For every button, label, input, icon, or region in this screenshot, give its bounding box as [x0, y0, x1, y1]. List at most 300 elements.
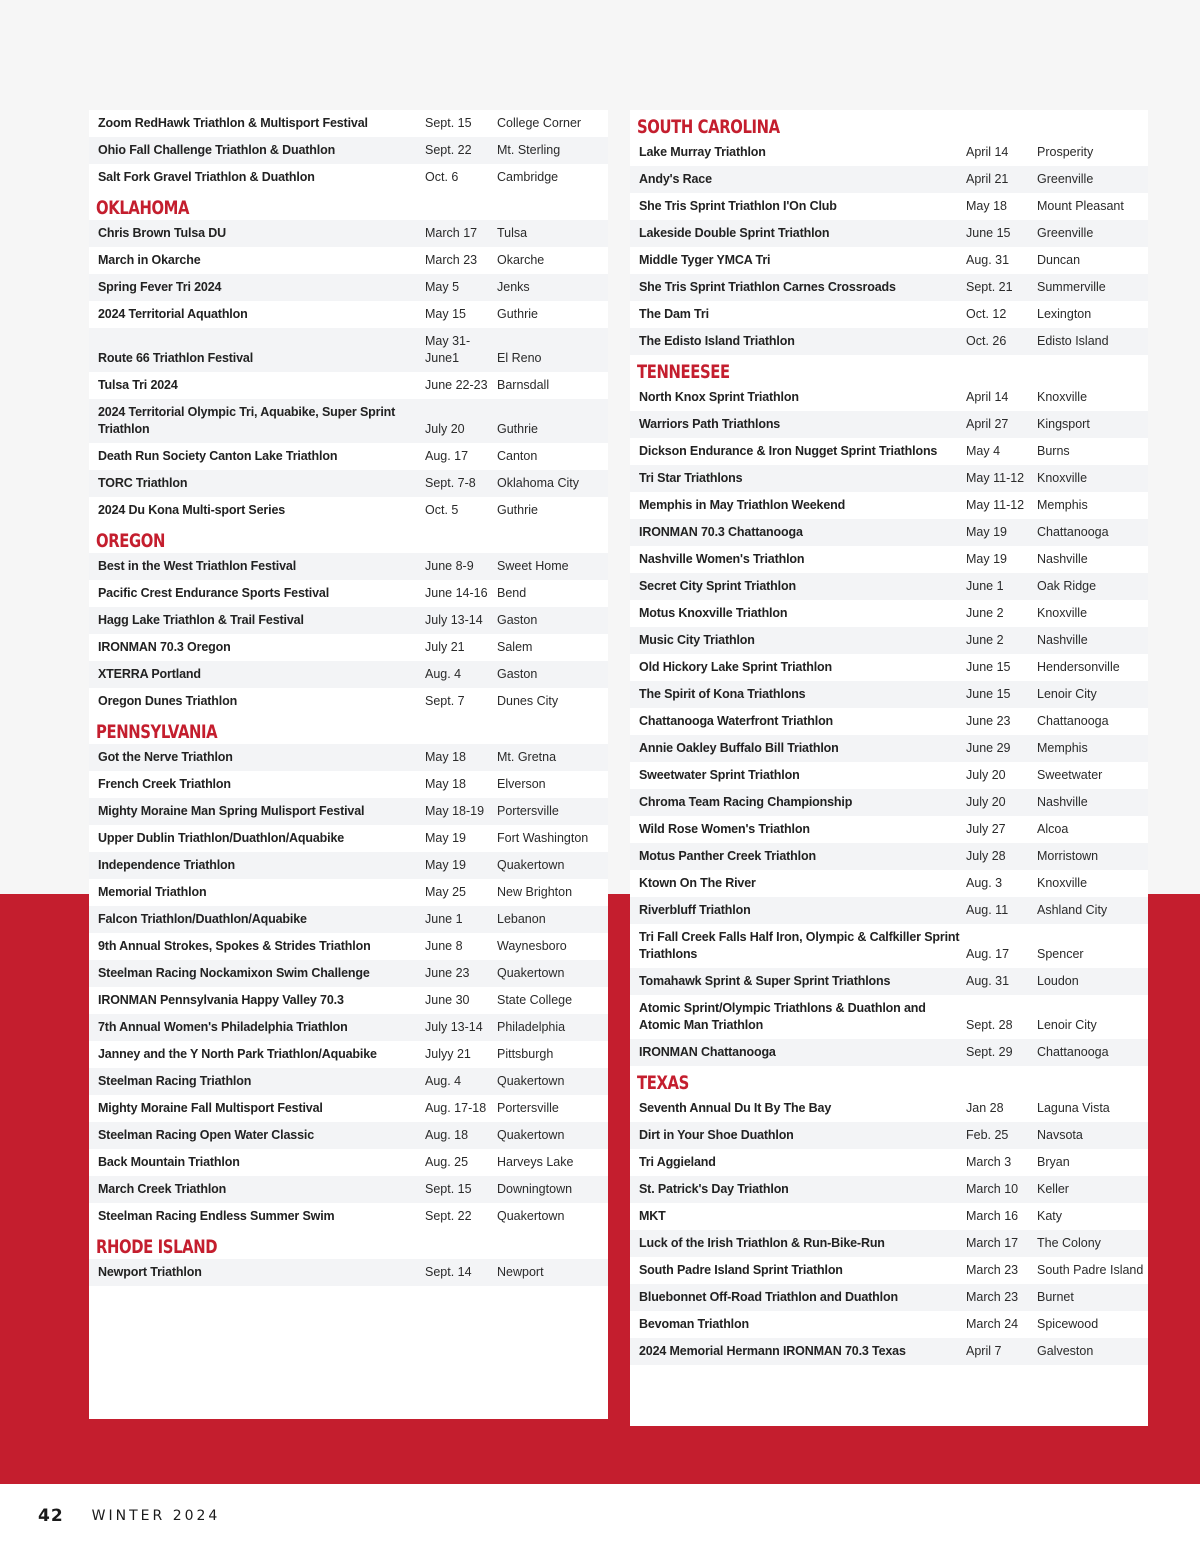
event-city: Mt. Gretna — [497, 750, 557, 764]
event-row — [630, 247, 1148, 274]
event-name: North Knox Sprint Triathlon — [639, 390, 799, 404]
event-date: June 23 — [425, 966, 470, 980]
event-date: April 21 — [966, 172, 1009, 186]
event-name: Dirt in Your Shoe Duathlon — [639, 1128, 794, 1142]
event-name: Upper Dublin Triathlon/Duathlon/Aquabike — [98, 831, 345, 845]
event-name: March Creek Triathlon — [98, 1182, 227, 1196]
event-date: July 20 — [966, 795, 1006, 809]
event-date: March 17 — [425, 226, 478, 240]
event-row — [89, 399, 608, 443]
event-row — [89, 274, 608, 301]
event-row — [89, 825, 608, 852]
event-date: June 29 — [966, 741, 1011, 755]
event-date: June 14-16 — [425, 586, 488, 600]
event-name: Ohio Fall Challenge Triathlon & Duathlon — [98, 143, 336, 157]
event-date: March 23 — [425, 253, 478, 267]
event-date: Sept. 28 — [966, 1018, 1013, 1032]
event-date: June 15 — [966, 226, 1011, 240]
event-row — [89, 1259, 608, 1286]
event-city: Chattanooga — [1037, 1045, 1109, 1059]
event-date: March 17 — [966, 1236, 1019, 1250]
event-row — [630, 1122, 1148, 1149]
event-row — [89, 497, 608, 524]
event-name: Falcon Triathlon/Duathlon/Aquabike — [98, 912, 307, 926]
event-city: Quakertown — [497, 1209, 565, 1223]
event-date: May 11-12 — [966, 471, 1025, 485]
event-city: Knoxville — [1037, 876, 1088, 890]
event-city: Sweet Home — [497, 559, 569, 573]
event-name: Death Run Society Canton Lake Triathlon — [98, 449, 338, 463]
event-name: Mighty Moraine Fall Multisport Festival — [98, 1101, 323, 1115]
event-city: Lenoir City — [1037, 1018, 1097, 1032]
event-row — [630, 1311, 1148, 1338]
event-row — [630, 411, 1148, 438]
event-city: New Brighton — [497, 885, 573, 899]
event-row — [630, 1149, 1148, 1176]
event-row — [89, 470, 608, 497]
event-city: Chattanooga — [1037, 714, 1109, 728]
event-row — [89, 987, 608, 1014]
event-name: March in Okarche — [98, 253, 201, 267]
event-row — [89, 1041, 608, 1068]
left-event-column — [89, 110, 608, 1419]
event-row — [630, 492, 1148, 519]
event-city: Fort Washington — [497, 831, 589, 845]
event-date: Aug. 31 — [966, 974, 1010, 988]
event-name: Music City Triathlon — [639, 633, 755, 647]
event-city: Tulsa — [497, 226, 528, 240]
event-city: Lexington — [1037, 307, 1092, 321]
event-row — [630, 995, 1148, 1039]
event-row — [89, 1014, 608, 1041]
event-city: Mt. Sterling — [497, 143, 561, 157]
event-row — [630, 573, 1148, 600]
event-date: Aug. 25 — [425, 1155, 469, 1169]
event-city: Guthrie — [497, 503, 538, 517]
event-row — [89, 1176, 608, 1203]
event-row — [89, 744, 608, 771]
event-name: Mighty Moraine Man Spring Mulisport Festival — [98, 804, 365, 818]
event-city: Bryan — [1037, 1155, 1070, 1169]
event-city: Burnet — [1037, 1290, 1074, 1304]
event-row — [89, 771, 608, 798]
event-city: Pittsburgh — [497, 1047, 554, 1061]
event-city: Quakertown — [497, 966, 565, 980]
event-row — [89, 1203, 608, 1230]
event-city: Salem — [497, 640, 533, 654]
event-date: Aug. 31 — [966, 253, 1010, 267]
event-date: June 1 — [425, 912, 463, 926]
event-row — [89, 1068, 608, 1095]
state-heading-south-carolina: SOUTH CAROLINA — [637, 116, 780, 138]
event-name: Warriors Path Triathlons — [639, 417, 781, 431]
event-date: Oct. 5 — [425, 503, 459, 517]
event-row — [630, 1338, 1148, 1365]
event-city: Newport — [497, 1265, 544, 1279]
event-city: Navsota — [1037, 1128, 1083, 1142]
event-date: Julyy 21 — [425, 1047, 471, 1061]
event-row — [630, 600, 1148, 627]
event-row — [630, 843, 1148, 870]
event-name: 2024 Territorial Aquathlon — [98, 307, 248, 321]
event-name: Sweetwater Sprint Triathlon — [639, 768, 800, 782]
event-row — [89, 798, 608, 825]
event-row — [89, 164, 608, 191]
event-name: Tri Fall Creek Falls Half Iron, Olympic & Calfkiller Sprint Triathlons — [639, 930, 960, 961]
event-row — [630, 274, 1148, 301]
event-date: Sept. 15 — [425, 116, 472, 130]
event-row — [630, 1230, 1148, 1257]
event-city: Kingsport — [1037, 417, 1090, 431]
event-city: Spicewood — [1037, 1317, 1099, 1331]
event-date: April 7 — [966, 1344, 1002, 1358]
event-name: Hagg Lake Triathlon & Trail Festival — [98, 613, 304, 627]
event-name: MKT — [639, 1209, 666, 1223]
event-row — [89, 372, 608, 399]
event-date: May 5 — [425, 280, 460, 294]
event-name: TORC Triathlon — [98, 476, 188, 490]
event-name: Chris Brown Tulsa DU — [98, 226, 227, 240]
event-city: Dunes City — [497, 694, 559, 708]
event-name: The Edisto Island Triathlon — [639, 334, 795, 348]
event-city: Katy — [1037, 1209, 1063, 1223]
event-date: June 15 — [966, 660, 1011, 674]
event-city: Jenks — [497, 280, 530, 294]
event-name: Atomic Sprint/Olympic Triathlons & Duathlon and Atomic Man Triathlon — [639, 1001, 926, 1032]
event-name: Nashville Women's Triathlon — [639, 552, 805, 566]
event-city: Guthrie — [497, 422, 538, 436]
event-date: Aug. 11 — [966, 903, 1009, 917]
event-name: South Padre Island Sprint Triathlon — [639, 1263, 843, 1277]
event-row — [630, 1176, 1148, 1203]
event-name: Tri Star Triathlons — [639, 471, 743, 485]
event-row — [630, 166, 1148, 193]
event-city: Loudon — [1037, 974, 1079, 988]
event-city: Memphis — [1037, 498, 1088, 512]
event-city: The Colony — [1037, 1236, 1101, 1250]
event-date: March 16 — [966, 1209, 1019, 1223]
event-city: Memphis — [1037, 741, 1088, 755]
event-city: Nashville — [1037, 633, 1088, 647]
event-row — [89, 1095, 608, 1122]
event-name: Middle Tyger YMCA Tri — [639, 253, 771, 267]
event-name: Zoom RedHawk Triathlon & Multisport Festival — [98, 116, 368, 130]
event-city: Laguna Vista — [1037, 1101, 1110, 1115]
event-row — [89, 634, 608, 661]
event-date: Oct. 26 — [966, 334, 1007, 348]
event-city: Guthrie — [497, 307, 538, 321]
event-name: Riverbluff Triathlon — [639, 903, 751, 917]
event-city: Portersville — [497, 804, 559, 818]
event-name: Oregon Dunes Triathlon — [98, 694, 238, 708]
event-name: St. Patrick's Day Triathlon — [639, 1182, 789, 1196]
event-date: Sept. 14 — [425, 1265, 472, 1279]
event-row — [630, 1257, 1148, 1284]
event-name: Andy's Race — [639, 172, 712, 186]
event-city: Lenoir City — [1037, 687, 1097, 701]
event-date: June 2 — [966, 606, 1004, 620]
event-name: Newport Triathlon — [98, 1265, 202, 1279]
event-city: El Reno — [497, 351, 542, 365]
state-heading-texas: TEXAS — [637, 1072, 689, 1094]
event-row — [630, 384, 1148, 411]
event-city: Alcoa — [1037, 822, 1069, 836]
event-city: Oak Ridge — [1037, 579, 1097, 593]
event-row — [630, 1095, 1148, 1122]
event-city: Mount Pleasant — [1037, 199, 1124, 213]
event-name: Luck of the Irish Triathlon & Run-Bike-Run — [639, 1236, 885, 1250]
right-event-column — [630, 110, 1148, 1426]
event-row — [630, 762, 1148, 789]
event-name: Tri Aggieland — [639, 1155, 716, 1169]
event-row — [89, 137, 608, 164]
event-city: Gaston — [497, 667, 538, 681]
event-name: Motus Knoxville Triathlon — [639, 606, 788, 620]
event-date: June 23 — [966, 714, 1011, 728]
event-date: Sept. 22 — [425, 1209, 472, 1223]
event-date: April 27 — [966, 417, 1009, 431]
event-name: XTERRA Portland — [98, 667, 201, 681]
event-date: May 18 — [966, 199, 1007, 213]
event-date: July 20 — [425, 422, 465, 436]
event-row — [89, 328, 608, 372]
event-date: March 23 — [966, 1263, 1019, 1277]
event-row — [630, 438, 1148, 465]
event-name: Steelman Racing Open Water Classic — [98, 1128, 315, 1142]
page-number: 42 — [38, 1506, 64, 1526]
event-city: Cambridge — [497, 170, 559, 184]
event-city: Keller — [1037, 1182, 1069, 1196]
event-city: Ashland City — [1037, 903, 1108, 917]
event-name: Steelman Racing Triathlon — [98, 1074, 252, 1088]
event-name: Salt Fork Gravel Triathlon & Duathlon — [98, 170, 315, 184]
event-city: Chattanooga — [1037, 525, 1109, 539]
event-row — [89, 110, 608, 137]
event-city: Waynesboro — [497, 939, 567, 953]
event-row — [630, 193, 1148, 220]
state-heading-tenneesee: TENNEESEE — [637, 361, 730, 383]
event-name: Pacific Crest Endurance Sports Festival — [98, 586, 330, 600]
event-date: June 22-23 — [425, 378, 488, 392]
event-date: Aug. 3 — [966, 876, 1003, 890]
event-city: Sweetwater — [1037, 768, 1103, 782]
event-row — [630, 681, 1148, 708]
event-name: Lake Murray Triathlon — [639, 145, 766, 159]
event-name: Secret City Sprint Triathlon — [639, 579, 796, 593]
event-row — [89, 933, 608, 960]
event-row — [630, 519, 1148, 546]
event-date: May 11-12 — [966, 498, 1025, 512]
event-date: June 15 — [966, 687, 1011, 701]
event-date: Sept. 22 — [425, 143, 472, 157]
event-date: June 8 — [425, 939, 463, 953]
event-date: Aug. 17 — [966, 947, 1010, 961]
event-date: May 25 — [425, 885, 466, 899]
event-city: Greenville — [1037, 226, 1094, 240]
event-date: Sept. 7 — [425, 694, 465, 708]
event-row — [89, 553, 608, 580]
event-name: IRONMAN Pennsylvania Happy Valley 70.3 — [98, 993, 344, 1007]
event-date: Oct. 12 — [966, 307, 1007, 321]
event-city: Greenville — [1037, 172, 1094, 186]
event-date: July 20 — [966, 768, 1006, 782]
event-date: Sept. 15 — [425, 1182, 472, 1196]
event-name: Spring Fever Tri 2024 — [98, 280, 222, 294]
event-name: Steelman Racing Nockamixon Swim Challenge — [98, 966, 370, 980]
event-date: May 19 — [966, 552, 1007, 566]
event-row — [89, 443, 608, 470]
event-city: Philadelphia — [497, 1020, 566, 1034]
event-name: IRONMAN 70.3 Oregon — [98, 640, 231, 654]
state-heading-pennsylvania: PENNSYLVANIA — [96, 721, 218, 743]
event-name: Steelman Racing Endless Summer Swim — [98, 1209, 335, 1223]
event-name: 2024 Territorial Olympic Tri, Aquabike, Super Sprint Triathlon — [98, 405, 396, 436]
event-name: 2024 Memorial Hermann IRONMAN 70.3 Texas — [639, 1344, 906, 1358]
event-row — [89, 1149, 608, 1176]
event-city: Quakertown — [497, 1128, 565, 1142]
event-row — [630, 870, 1148, 897]
event-city: Edisto Island — [1037, 334, 1109, 348]
event-date: Aug. 4 — [425, 1074, 462, 1088]
event-row — [89, 906, 608, 933]
event-name: Bluebonnet Off-Road Triathlon and Duathlon — [639, 1290, 898, 1304]
event-city: Portersville — [497, 1101, 559, 1115]
event-row — [630, 1039, 1148, 1066]
event-city: Harveys Lake — [497, 1155, 574, 1169]
event-row — [630, 924, 1148, 968]
event-city: Burns — [1037, 444, 1070, 458]
event-city: Canton — [497, 449, 538, 463]
event-date: March 3 — [966, 1155, 1012, 1169]
event-row — [89, 852, 608, 879]
event-row — [630, 546, 1148, 573]
event-city: Prosperity — [1037, 145, 1094, 159]
event-date: May 4 — [966, 444, 1001, 458]
event-city: Gaston — [497, 613, 538, 627]
event-date: May 15 — [425, 307, 466, 321]
event-row — [630, 654, 1148, 681]
event-city: Galveston — [1037, 1344, 1094, 1358]
event-city: State College — [497, 993, 573, 1007]
event-date: July 13-14 — [425, 1020, 483, 1034]
event-city: South Padre Island — [1037, 1263, 1144, 1277]
event-name: Old Hickory Lake Sprint Triathlon — [639, 660, 833, 674]
event-name: Janney and the Y North Park Triathlon/Aquabike — [98, 1047, 377, 1061]
event-row — [630, 897, 1148, 924]
event-row — [630, 968, 1148, 995]
event-date: June 2 — [966, 633, 1004, 647]
event-city: Bend — [497, 586, 527, 600]
event-name: Tomahawk Sprint & Super Sprint Triathlons — [639, 974, 891, 988]
event-name: Got the Nerve Triathlon — [98, 750, 233, 764]
event-row — [89, 220, 608, 247]
event-name: 9th Annual Strokes, Spokes & Strides Triathlon — [98, 939, 371, 953]
event-city: Elverson — [497, 777, 546, 791]
event-row — [89, 580, 608, 607]
event-row — [89, 247, 608, 274]
event-name: Dickson Endurance & Iron Nugget Sprint Triathlons — [639, 444, 938, 458]
event-date: Aug. 17 — [425, 449, 469, 463]
event-name: Chattanooga Waterfront Triathlon — [639, 714, 834, 728]
event-city: Lebanon — [497, 912, 546, 926]
event-date: May 18-19 — [425, 804, 485, 818]
event-date: June 30 — [425, 993, 470, 1007]
event-date: Feb. 25 — [966, 1128, 1009, 1142]
event-city: Hendersonville — [1037, 660, 1120, 674]
event-row — [630, 1203, 1148, 1230]
event-date: Aug. 4 — [425, 667, 462, 681]
event-date: June 1 — [966, 579, 1004, 593]
event-city: Knoxville — [1037, 606, 1088, 620]
event-name: She Tris Sprint Triathlon I'On Club — [639, 199, 837, 213]
event-row — [630, 465, 1148, 492]
event-row — [630, 139, 1148, 166]
event-date: June 8-9 — [425, 559, 474, 573]
event-date: Sept. 7-8 — [425, 476, 476, 490]
event-row — [89, 688, 608, 715]
event-name: The Spirit of Kona Triathlons — [639, 687, 806, 701]
event-city: Quakertown — [497, 858, 565, 872]
event-name: Annie Oakley Buffalo Bill Triathlon — [639, 741, 839, 755]
event-row — [89, 661, 608, 688]
event-name: Tulsa Tri 2024 — [98, 378, 178, 392]
event-name: IRONMAN Chattanooga — [639, 1045, 776, 1059]
event-row — [630, 301, 1148, 328]
event-date: July 21 — [425, 640, 465, 654]
event-row — [89, 607, 608, 634]
event-city: Barnsdall — [497, 378, 550, 392]
event-city: Knoxville — [1037, 390, 1088, 404]
event-name: Memphis in May Triathlon Weekend — [639, 498, 846, 512]
event-name: Route 66 Triathlon Festival — [98, 351, 254, 365]
event-city: College Corner — [497, 116, 582, 130]
event-row — [630, 816, 1148, 843]
event-city: Knoxville — [1037, 471, 1088, 485]
event-date: Aug. 18 — [425, 1128, 469, 1142]
event-name: Bevoman Triathlon — [639, 1317, 749, 1331]
event-date: Aug. 17-18 — [425, 1101, 487, 1115]
event-name: Lakeside Double Sprint Triathlon — [639, 226, 830, 240]
event-row — [630, 328, 1148, 355]
event-name: Back Mountain Triathlon — [98, 1155, 240, 1169]
state-heading-oregon: OREGON — [96, 530, 165, 552]
event-name: IRONMAN 70.3 Chattanooga — [639, 525, 803, 539]
event-city: Morristown — [1037, 849, 1099, 863]
event-row — [630, 627, 1148, 654]
event-name: Seventh Annual Du It By The Bay — [639, 1101, 832, 1115]
event-row — [89, 1122, 608, 1149]
event-name: Best in the West Triathlon Festival — [98, 559, 297, 573]
event-name: Ktown On The River — [639, 876, 756, 890]
event-city: Okarche — [497, 253, 545, 267]
event-row — [630, 708, 1148, 735]
issue-label: WINTER 2024 — [91, 1508, 221, 1524]
event-date: May 18 — [425, 750, 466, 764]
event-date: May 18 — [425, 777, 466, 791]
event-city: Oklahoma City — [497, 476, 579, 490]
event-city: Spencer — [1037, 947, 1084, 961]
event-date: March 24 — [966, 1317, 1019, 1331]
event-city: Summerville — [1037, 280, 1106, 294]
event-row — [630, 789, 1148, 816]
event-date: Sept. 29 — [966, 1045, 1013, 1059]
event-date: May 19 — [425, 858, 466, 872]
event-date: May 19 — [425, 831, 466, 845]
event-city: Duncan — [1037, 253, 1081, 267]
event-name: Chroma Team Racing Championship — [639, 795, 853, 809]
event-date: Oct. 6 — [425, 170, 459, 184]
event-row — [630, 220, 1148, 247]
